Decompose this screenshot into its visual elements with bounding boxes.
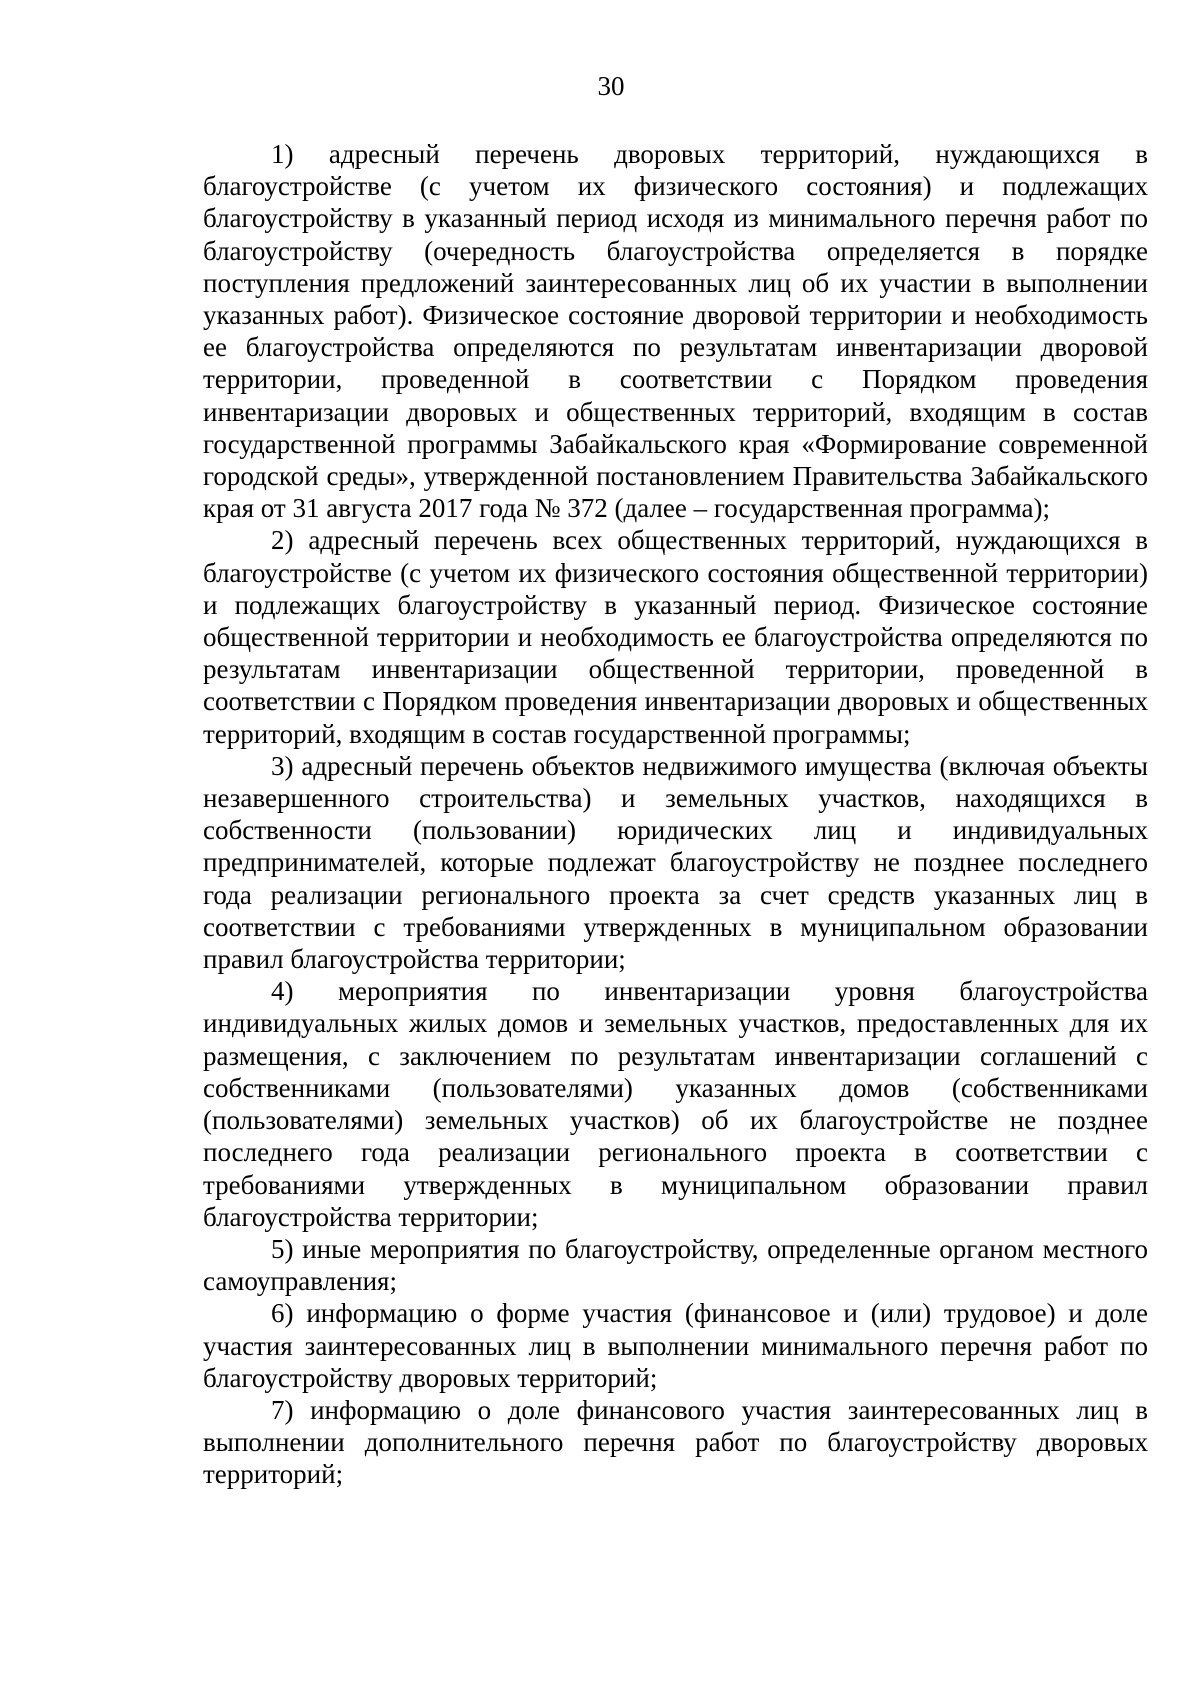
paragraph-item-2: 2) адресный перечень всех общественных территорий, нуждающихся в благоустройстве (с учетом их физического состояния общественной территории) и подлежащих благоустройству в указанный период. Физическое состояние общественной территории и необходимость ее благоустройства определяются по результатам инвентаризации общественной территории, проведенной в соответствии с Порядком проведения инвентаризации дворовых и общественных территорий, входящим в состав государственной программы; (203, 525, 1148, 749)
document-body (203, 138, 1148, 1491)
paragraph-item-7: 7) информацию о доле финансового участия заинтересованных лиц в выполнении дополнительного перечня работ по благоустройству дворовых территорий; (203, 1394, 1148, 1490)
paragraph-item-5: 5) иные мероприятия по благоустройству, определенные органом местного самоуправления; (203, 1233, 1148, 1297)
paragraph-item-3: 3) адресный перечень объектов недвижимого имущества (включая объекты незавершенного строительства) и земельных участков, находящихся в собственности (пользовании) юридических лиц и индивидуальных предпринимателей, которые подлежат благоустройству не позднее последнего года реализации регионального проекта за счет средств указанных лиц в соответствии с требованиями утвержденных в муниципальном образовании правил благоустройства территории; (203, 750, 1148, 975)
paragraph-item-4: 4) мероприятия по инвентаризации уровня благоустройства индивидуальных жилых домов и земельных участков, предоставленных для их размещения, с заключением по результатам инвентаризации соглашений с собственниками (пользователями) указанных домов (собственниками (пользователями) земельных участков) об их благоустройстве не позднее последнего года реализации регионального проекта в соответствии с требованиями утвержденных в муниципальном образовании правил благоустройства территории; (203, 976, 1148, 1232)
paragraph-item-6: 6) информацию о форме участия (финансовое и (или) трудовое) и доле участия заинтересованных лиц в выполнении минимального перечня работ по благоустройству дворовых территорий; (203, 1298, 1148, 1393)
page-number: 30 (597, 71, 625, 101)
paragraph-item-1: 1) адресный перечень дворовых территорий, нуждающихся в благоустройстве (с учетом их физического состояния) и подлежащих благоустройству в указанный период исходя из минимального перечня работ по благоустройству (очередность благоустройства определяется в порядке поступления предложений заинтересованных лиц об их участии в выполнении указанных работ). Физическое состояние дворовой территории и необходимость ее благоустройства определяются по результатам инвентаризации дворовой территории, проведенной в соответствии с Порядком проведения инвентаризации дворовых и общественных территорий, входящим в состав государственной программы Забайкальского края «Формирование современной городской среды», утвержденной постановлением Правительства Забайкальского края от 31 августа 2017 года № 372 (далее – государственная программа); (203, 139, 1148, 524)
